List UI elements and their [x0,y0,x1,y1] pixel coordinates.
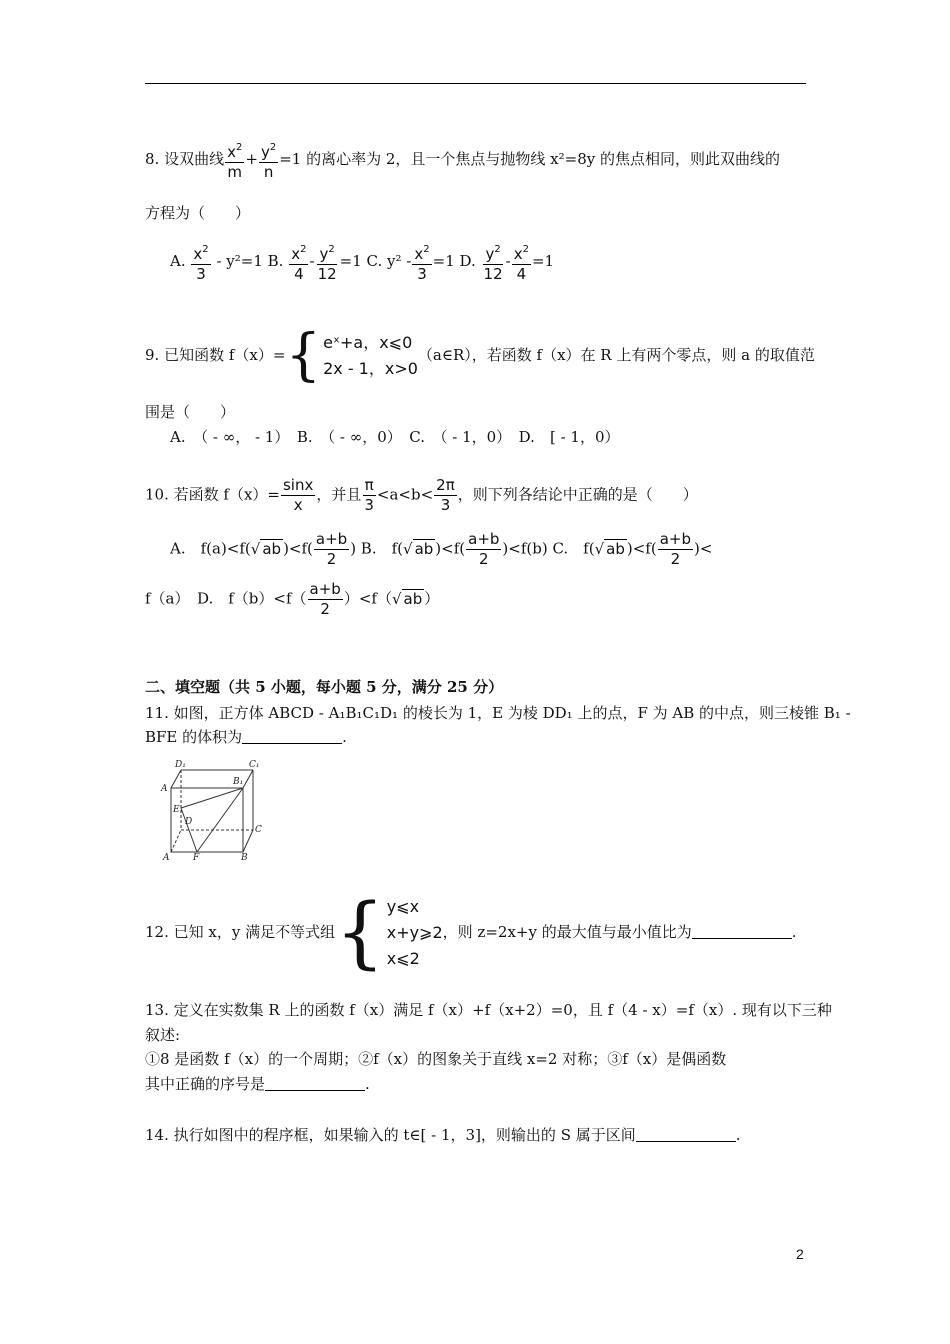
q9-options: A. （ - ∞， - 1） B. （ - ∞，0） C. （ - 1，0） D. [ - 1，0） [170,428,620,446]
label-d1: D₁ [175,760,186,770]
label-b: B [241,853,248,862]
q9-cases: eˣ+a，x⩽0 2x - 1，x>0 [323,333,418,378]
label-a1: A [161,784,168,794]
q10-line1: 10. 若函数 f（x）= $\frac{\sin x}{x}$ ，并且 $\frac{\pi}{3}$ <a<b< $\frac{2\pi}{3}$ ，则下列各结论中正确的是（ ） [145,476,698,514]
q13-line2: 叙述: [145,1026,181,1044]
label-f: F [193,853,200,862]
q9-line1: 9. 已知函数 f（x）={ eˣ+a，x⩽0 2x - 1，x>0 （a∈R），若函数 f（x）在 R 上有两个零点，则 a 的取值范 [145,323,815,388]
q12-line: 12. 已知 x，y 满足不等式组{ y⩽x x+y⩾2 x⩽2 ，则 z=2x+y 的最大值与最小值比为 . [145,888,797,978]
q10-options: A. f(a)<f(√ ab )<f( $\frac{a+b}{2}$ ) B. f(√ ab )<f( $\frac{a+b}{2}$ )<f(b) C. f(√ ab )<f( $\frac{a+b}{2}$ )< [170,530,713,568]
label-a: A [163,853,170,862]
q13-answer-blank[interactable] [265,1076,365,1091]
q12-cases: y⩽x x+y⩾2 x⩽2 [386,897,443,968]
label-c: C [255,825,262,835]
q8-plus: + [245,150,258,168]
q8-frac-x: $\frac{x^2}{m}$ [225,138,244,182]
section-heading: 二、填空题（共 5 小题，每小题 5 分，满分 25 分） [145,678,504,696]
q9-line2: 围是（ ） [145,403,236,421]
q9-brace: { [285,323,322,388]
q14-answer-blank[interactable] [636,1127,736,1142]
q10-line3: f（a） D. f（b）<f（ $\frac{a+b}{2}$ ）<f（√ ab ） [145,580,440,618]
label-b1: B₁ [233,777,244,787]
q14-line: 14. 执行如图中的程序框，如果输入的 t∈[ - 1，3]，则输出的 S 属于区间 . [145,1126,741,1144]
cube-figure [145,756,263,862]
q11-line1: 11. 如图，正方体 ABCD - A₁B₁C₁D₁ 的棱长为 1，E 为棱 DD₁ 上的点，F 为 AB 的中点，则三棱锥 B₁ - [145,704,851,722]
page-number: 2 [796,1246,804,1262]
q13-line3: ①8 是函数 f（x）的一个周期；②f（x）的图象关于直线 x=2 对称；③f（x）是偶函数 [145,1050,727,1068]
q11-line2: BFE 的体积为 . [145,728,347,746]
q8-line2: 方程为（ ） [145,204,251,222]
header-rule [145,83,806,84]
q11-answer-blank[interactable] [242,729,342,744]
label-d: D [185,817,193,827]
q8-text-b: =1 的离心率为 2，且一个焦点与抛物线 x²=8y 的焦点相同，则此双曲线的 [279,150,780,168]
q8-text-a: 8. 设双曲线 [145,150,225,168]
q13-line1: 13. 定义在实数集 R 上的函数 f（x）满足 f（x）+f（x+2）=0，且 f（4 - x）=f（x）. 现有以下三种 [145,1001,832,1019]
q8-options: A. $\frac{x^2}{3}$ - y²=1 B. $\frac{x^2}{4}$ - $\frac{y^2}{12}$ =1 C. y² - $\frac{x^2}{3}$ =1 D. $\frac{y^2}{12}$ - $\frac{x^2}{4}$ =1 [170,240,554,284]
q12-answer-blank[interactable] [692,924,792,939]
q13-line4: 其中正确的序号是 . [145,1075,370,1093]
q8-frac-y: $\frac{y^2}{n}$ [259,138,278,182]
label-c1: C₁ [249,760,260,770]
q8-line1 [145,138,780,182]
q12-brace: { [335,888,385,978]
label-e: E [173,805,180,815]
